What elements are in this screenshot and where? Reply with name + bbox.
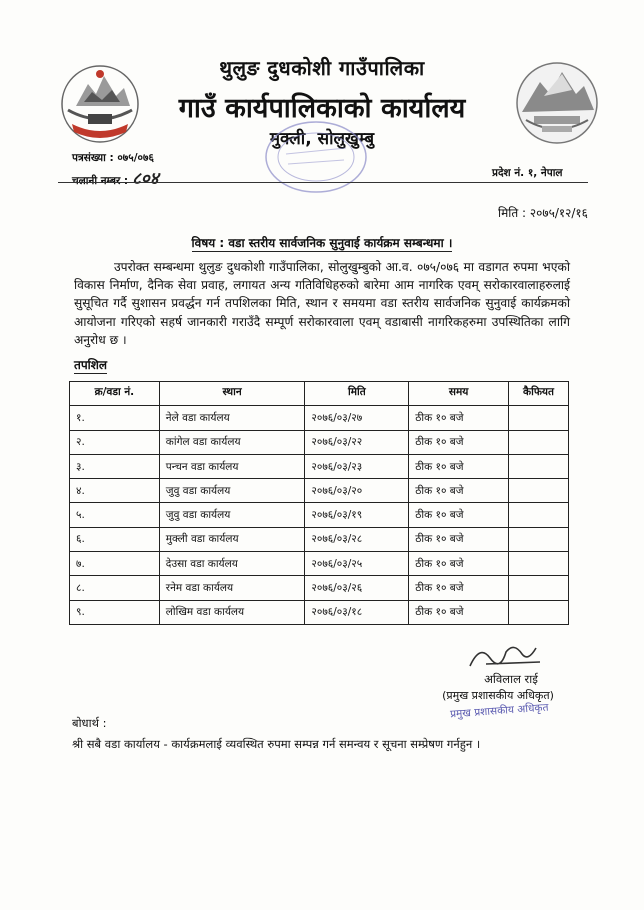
table-cell: २०७६/०३/२७ [305,406,409,430]
table-cell [509,576,569,600]
table-row [70,503,569,527]
dispatch-number-row [72,166,159,189]
table-cell [509,503,569,527]
table-cell: जुवु वडा कार्यलय [159,503,305,527]
table-cell: ठीक १० बजे [409,552,509,576]
table-cell: रनेम वडा कार्यलय [159,576,305,600]
table-cell: २०७६/०३/२६ [305,576,409,600]
table-cell: देउसा वडा कार्यलय [159,552,305,576]
table-cell [509,454,569,478]
table-row [70,406,569,430]
table-cell [509,600,569,624]
office-stamp-icon [262,118,370,196]
table-header-row [70,382,569,406]
province-label: प्रदेश नं. १, नेपाल [492,167,563,179]
table-cell: मुक्ली वडा कार्यलय [159,527,305,551]
table-cell: जुवु वडा कार्यलय [159,479,305,503]
table-cell: कांगेल वडा कार्यलय [159,430,305,454]
table-cell: ९. [70,600,160,624]
signature-icon [466,636,546,676]
table-cell: ठीक १० बजे [409,600,509,624]
schedule-table-body [70,406,569,625]
table-cell: ठीक १० बजे [409,576,509,600]
table-header-cell: मिति [305,382,409,406]
letter-date: मिति : २०७५/१२/१६ [498,206,588,220]
table-cell: पन्चन वडा कार्यलय [159,454,305,478]
cc-text: श्री सबै वडा कार्यालय - कार्यक्रमलाई व्यवस्थित रुपमा सम्पन्न गर्न समन्वय र सूचना सम्प्रेषण गर्नहुन । [72,737,481,751]
table-header-cell: कैफियत [509,382,569,406]
letter-body: उपरोक्त सम्बन्धमा थुलुङ दुधकोशी गाउँपालिका, सोलुखुम्बुको आ.व. ०७५/०७६ मा वडागत रुपमा भएको विकास निर्माण, दैनिक सेवा प्रवाह, लगायत अन्य गतिविधिहरुको बारेमा आम नागरिक एवम् सरोकारवालाहरुलाई सुसूचित गर्दै सुशासन प्रवर्द्धन गर्न तपशिलका मिति, स्थान र समयमा वडा स्तरीय सार्वजनिक सुनुवाई कार्यक्रमको आयोजना गरिएको सहर्ष जानकारी गराउँदै सम्पूर्ण सरोकारवाला एवम् वडाबासी नागरिकहरुमा उपस्थितिका लागि अनुरोध छ । [74,260,570,347]
table-cell: २०७६/०३/२५ [305,552,409,576]
office-name: गाउँ कार्यपालिकाको कार्यालय [178,93,466,124]
table-cell: १. [70,406,160,430]
table-cell: २०७६/०३/२२ [305,430,409,454]
schedule-table [69,381,569,625]
table-cell: ठीक १० बजे [409,430,509,454]
table-cell: ठीक १० बजे [409,406,509,430]
reference-number: पत्रसंख्या : ०७५/०७६ [72,152,154,164]
table-cell: ठीक १० बजे [409,479,509,503]
table-cell: २०७६/०३/१८ [305,600,409,624]
table-cell: ६. [70,527,160,551]
table-header-cell: स्थान [159,382,305,406]
office-address: मुक्ली, सोलुखुम्बु [269,129,375,149]
table-cell: ५. [70,503,160,527]
table-cell [509,552,569,576]
table-cell [509,479,569,503]
table-cell: २०७६/०३/२८ [305,527,409,551]
signatory-stamp: प्रमुख प्रशासकीय अधिकृत [449,701,549,721]
table-cell: ८. [70,576,160,600]
subject-text: विषय : वडा स्तरीय सार्वजनिक सुनुवाई कार्यक्रम सम्बन्धमा । [191,236,453,250]
table-cell: ७. [70,552,160,576]
dispatch-number: ८०४ [132,169,159,189]
table-cell: लोखिम वडा कार्यलय [159,600,305,624]
table-cell: ठीक १० बजे [409,527,509,551]
table-cell: नेले वडा कार्यलय [159,406,305,430]
signatory-name: अविलाल राई [484,672,538,686]
dispatch-label: चलानी नम्बर : [72,175,129,187]
table-cell: ३. [70,454,160,478]
table-cell [509,430,569,454]
municipality-name: थुलुङ दुधकोशी गाउँपालिका [219,56,425,80]
table-cell [509,527,569,551]
table-cell: २०७६/०३/१९ [305,503,409,527]
signatory-title: (प्रमुख प्रशासकीय अधिकृत) [442,689,554,702]
table-row [70,600,569,624]
table-row [70,552,569,576]
table-cell: ४. [70,479,160,503]
table-cell: ठीक १० बजे [409,503,509,527]
table-cell: ठीक १० बजे [409,454,509,478]
header-divider [58,182,588,183]
cc-label: बोधार्थ : [72,716,107,730]
table-header-cell: क्र/वडा नं. [70,382,160,406]
table-row [70,454,569,478]
table-cell: २०७६/०३/२३ [305,454,409,478]
table-row [70,527,569,551]
letter-subject [0,234,644,251]
table-header-cell: समय [409,382,509,406]
schedule-title: तपशिल [74,358,108,372]
table-cell: २०७६/०३/२० [305,479,409,503]
table-cell [509,406,569,430]
table-row [70,430,569,454]
table-cell: २. [70,430,160,454]
table-row [70,576,569,600]
table-row [70,479,569,503]
